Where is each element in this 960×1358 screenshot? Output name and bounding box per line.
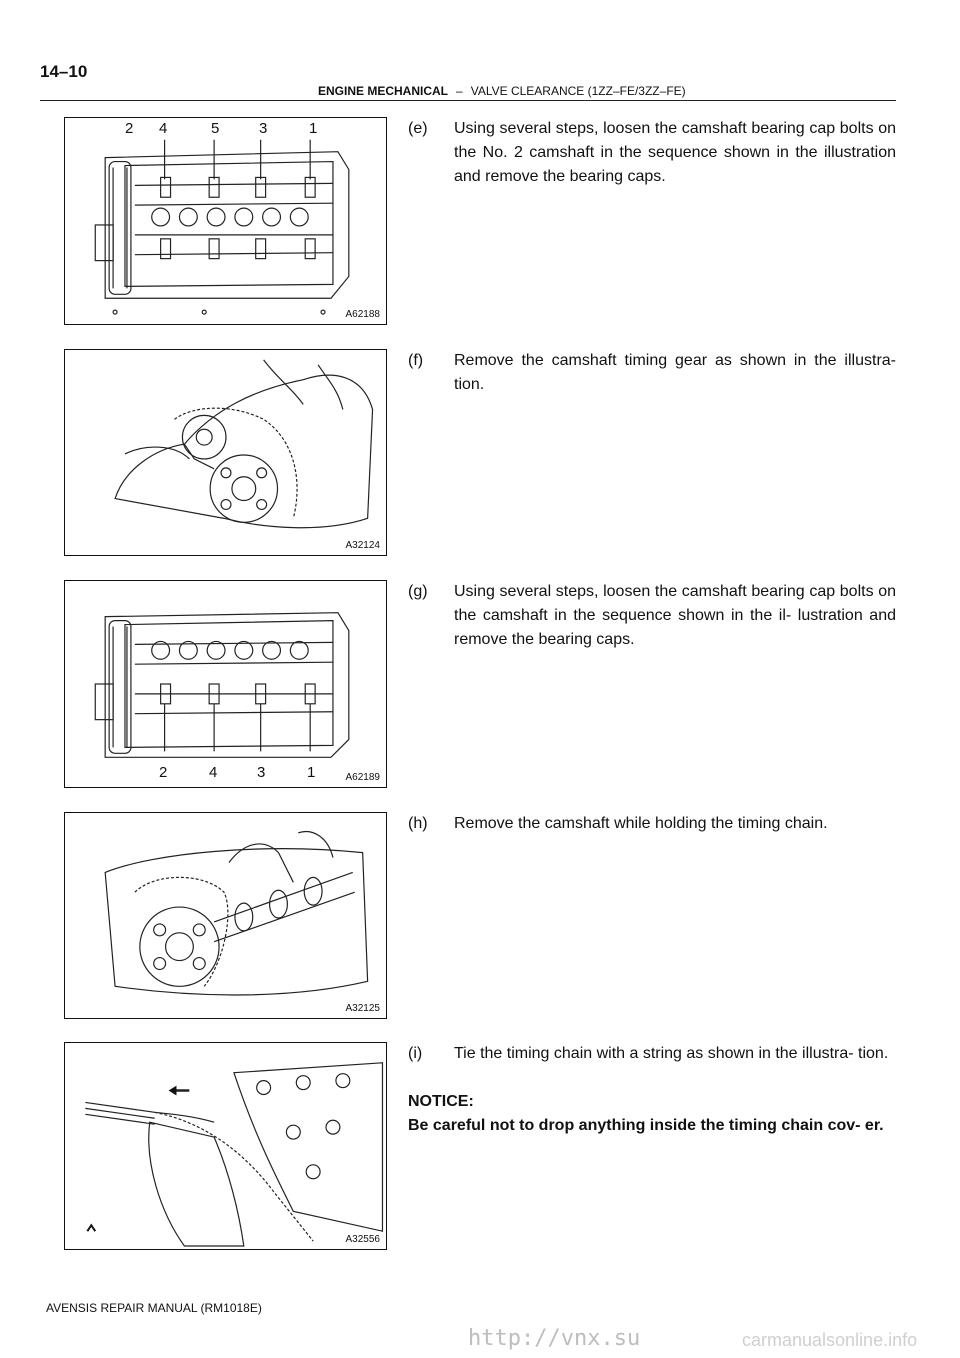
page-number: 14–10 [40, 62, 88, 81]
notice-text: Be careful not to drop anything inside the timing chain cov- er. [408, 1117, 884, 1134]
footer: AVENSIS REPAIR MANUAL (RM1018E) [46, 1301, 262, 1315]
header-rule [40, 100, 896, 101]
sequence-label: 4 [209, 764, 218, 781]
sequence-label: 3 [259, 120, 268, 137]
step-text: Remove the camshaft while holding the timing chain. [454, 815, 828, 832]
cylinder-head-illustration [65, 118, 386, 324]
figure-a62189 [64, 580, 387, 788]
step-text: Using several steps, loosen the camshaft bearing cap bolts on the camshaft in the sequence shown in the il- lustration and remove the bearing caps. [454, 583, 896, 648]
figure-code: A62189 [345, 772, 380, 783]
figure-a62188 [64, 117, 387, 325]
header-dash: – [456, 84, 463, 98]
sequence-label: 1 [309, 120, 318, 137]
step-label: (g) [408, 583, 428, 600]
notice-block [408, 1090, 896, 1138]
figure-a32125 [64, 812, 387, 1019]
step-f [408, 349, 896, 397]
section-title: ENGINE MECHANICAL [318, 84, 449, 98]
step-label: (i) [408, 1045, 423, 1062]
step-i [408, 1042, 896, 1066]
figure-a32124 [64, 349, 387, 556]
watermark: carmanualsonline.info [742, 1330, 918, 1350]
step-text: Remove the camshaft timing gear as shown in the illustra- tion. [454, 352, 896, 393]
sequence-label: 1 [307, 764, 316, 781]
watermark-link[interactable]: http://vnx.su [468, 1326, 641, 1351]
step-text: Tie the timing chain with a string as shown in the illustra- tion. [454, 1045, 889, 1062]
cylinder-head-illustration [65, 581, 386, 787]
camshaft-removal-illustration [65, 813, 386, 1018]
figure-a32556 [64, 1042, 387, 1250]
sequence-label: 4 [159, 120, 168, 137]
page-header [318, 84, 686, 98]
step-label: (h) [408, 815, 428, 832]
figure-code: A62188 [345, 309, 380, 320]
subsection-title: VALVE CLEARANCE (1ZZ–FE/3ZZ–FE) [470, 84, 686, 98]
arrow-left-icon [169, 1086, 177, 1096]
sequence-label: 2 [159, 764, 168, 781]
step-e [408, 117, 896, 189]
notice-title: NOTICE: [408, 1093, 474, 1110]
step-h [408, 812, 896, 836]
sequence-label: 3 [257, 764, 266, 781]
step-g [408, 580, 896, 652]
figure-code: A32124 [345, 540, 380, 551]
step-label: (f) [408, 352, 424, 369]
step-text: Using several steps, loosen the camshaft bearing cap bolts on the No. 2 camshaft in the sequence shown in the illustration and remove the bearing caps. [454, 120, 896, 185]
small-mark-icon [87, 1225, 95, 1231]
figure-code: A32556 [345, 1234, 380, 1245]
figure-code: A32125 [345, 1003, 380, 1014]
sequence-label: 2 [125, 120, 134, 137]
timing-gear-removal-illustration [65, 350, 386, 555]
sequence-label: 5 [211, 120, 220, 137]
step-label: (e) [408, 120, 428, 137]
timing-chain-string-illustration [65, 1043, 386, 1249]
